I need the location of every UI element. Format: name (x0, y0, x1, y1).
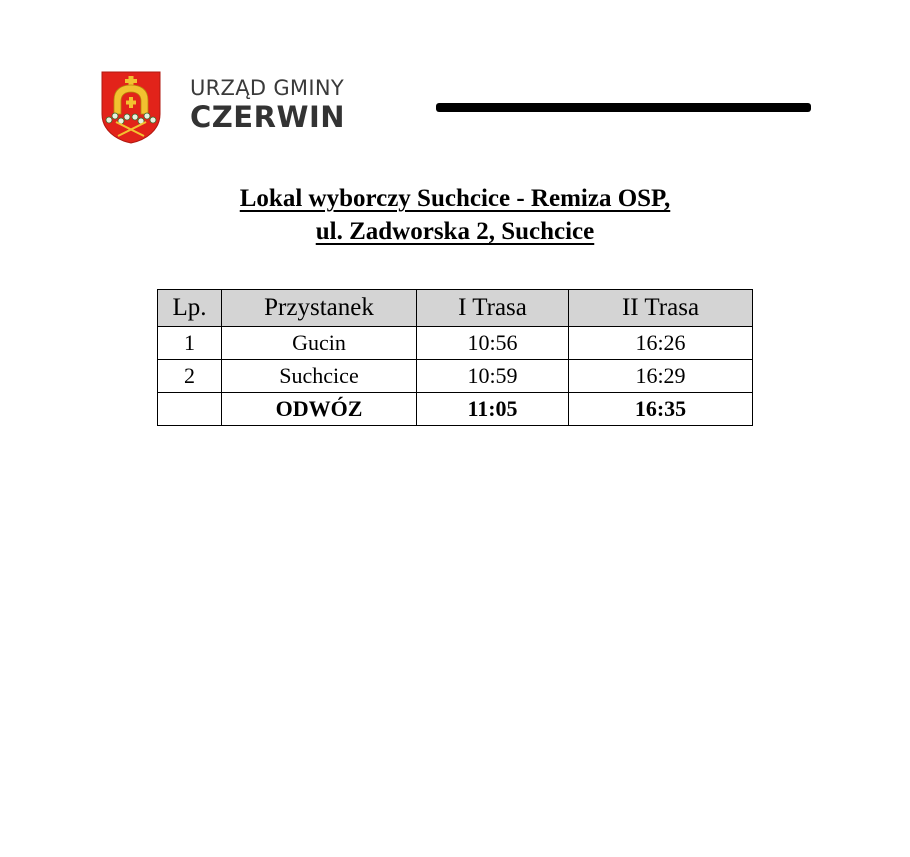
header-stop: Przystanek (222, 290, 417, 327)
cell-stop: Suchcice (222, 360, 417, 393)
brand-line2: CZERWIN (190, 100, 345, 134)
cell-stop: ODWÓZ (222, 393, 417, 426)
document-title (0, 182, 910, 248)
header-route2: II Trasa (569, 290, 753, 327)
header-rule (436, 103, 811, 112)
cell-stop: Gucin (222, 327, 417, 360)
cell-route2: 16:26 (569, 327, 753, 360)
cell-lp: 1 (158, 327, 222, 360)
table-row-return (158, 393, 753, 426)
cell-lp: 2 (158, 360, 222, 393)
coat-of-arms-icon (100, 70, 162, 144)
schedule-table (157, 289, 753, 426)
cell-route2: 16:29 (569, 360, 753, 393)
cell-route1: 11:05 (417, 393, 569, 426)
table-row (158, 327, 753, 360)
cell-route2: 16:35 (569, 393, 753, 426)
title-line2: ul. Zadworska 2, Suchcice (315, 218, 595, 245)
table-row (158, 360, 753, 393)
table-header-row (158, 290, 753, 327)
cell-route1: 10:59 (417, 360, 569, 393)
cell-route1: 10:56 (417, 327, 569, 360)
brand-logotype (190, 78, 345, 132)
title-line1: Lokal wyborczy Suchcice - Remiza OSP, (239, 185, 671, 212)
header-route1: I Trasa (417, 290, 569, 327)
cell-lp (158, 393, 222, 426)
header-lp: Lp. (158, 290, 222, 327)
brand-line1: URZĄD GMINY (190, 76, 344, 100)
